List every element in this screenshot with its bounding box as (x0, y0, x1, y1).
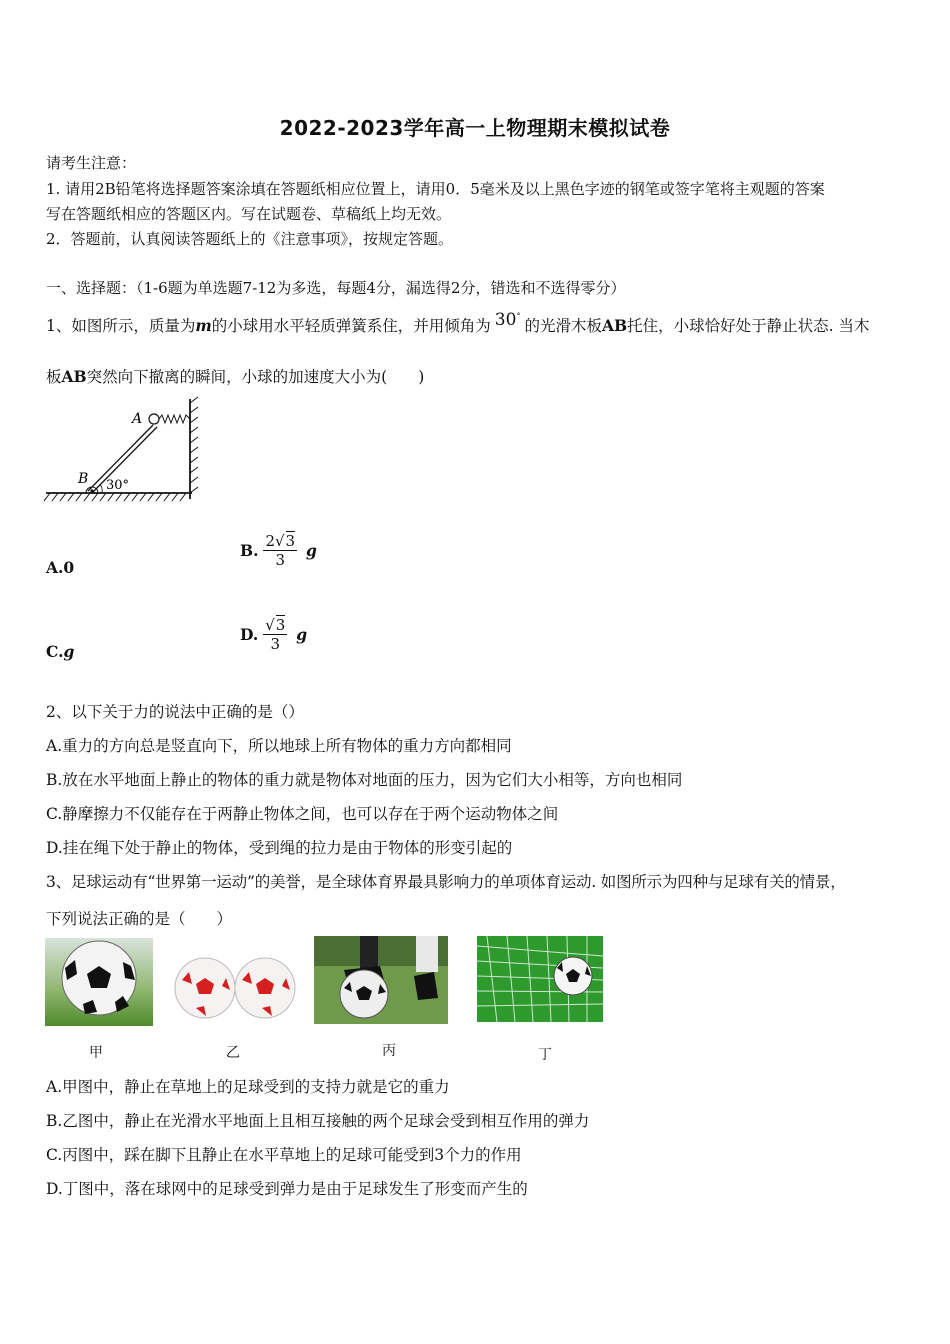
caption-yi: 乙 (226, 1045, 240, 1061)
q1-option-a[interactable]: A.0 (46, 558, 75, 577)
q2-option-d[interactable]: D.挂在绳下处于静止的物体，受到绳的拉力是由于物体的形变引起的 (46, 839, 513, 857)
notice-line-1b: 写在答题纸相应的答题区内。写在试题卷、草稿纸上均无效。 (46, 205, 452, 223)
photo-yi-two-balls (172, 950, 300, 1024)
q3-option-b[interactable]: B.乙图中，静止在光滑水平地面上且相互接触的两个足球会受到相互作用的弹力 (46, 1112, 590, 1130)
q3-stem-line1: 3、足球运动有“世界第一运动”的美誉，是全球体育界最具影响力的单项体育运动. 如图所示为四种与足球有关的情景， (46, 873, 846, 891)
q3-option-c[interactable]: C.丙图中，踩在脚下且静止在水平草地上的足球可能受到3个力的作用 (46, 1146, 522, 1164)
photo-bing-foot-on-ball (314, 936, 448, 1024)
q2-option-c[interactable]: C.静摩擦力不仅能存在于两静止物体之间，也可以存在于两个运动物体之间 (46, 805, 559, 823)
caption-jia: 甲 (89, 1045, 103, 1061)
photo-ding-ball-in-net (477, 936, 603, 1022)
q3-option-d[interactable]: D.丁图中，落在球网中的足球受到弹力是由于足球发生了形变而产生的 (46, 1180, 528, 1198)
caption-bing: 丙 (382, 1043, 396, 1059)
q1-stem-line1 (46, 310, 870, 336)
q1-option-d[interactable]: D. $\frac{√3}{3}$ g (240, 616, 308, 653)
section-heading: 一、选择题：（1-6题为单选题7-12为多选，每题4分，漏选得2分，错选和不选得零分） (46, 279, 626, 297)
photo-jia-ball-on-grass (45, 938, 153, 1026)
caption-ding: 丁 (538, 1047, 552, 1063)
notice-heading: 请考生注意： (46, 154, 137, 172)
q1-angle: 30° (494, 310, 521, 330)
q2-option-b[interactable]: B.放在水平地面上静止的物体的重力就是物体对地面的压力，因为它们大小相等，方向也相同 (46, 771, 683, 789)
q3-stem-line2: 下列说法正确的是（ ） (46, 910, 233, 928)
q1-option-b[interactable]: B. $\frac{2√3}{3}$ g (240, 532, 317, 569)
q1-option-b-fraction: $\frac{2√3}{3}$ (265, 532, 296, 569)
q2-stem: 2、以下关于力的说法中正确的是（） (46, 703, 304, 721)
spring (159, 415, 190, 423)
q1-text-c: 的光滑木板 (524, 317, 602, 335)
q1-mass: m (195, 316, 212, 335)
label-angle: 30° (106, 478, 130, 493)
q2-option-a[interactable]: A.重力的方向总是竖直向下，所以地球上所有物体的重力方向都相同 (46, 737, 512, 755)
q1-incline-figure (44, 395, 204, 507)
q1-option-d-fraction: $\frac{√3}{3}$ (265, 616, 286, 653)
q1-text-d: 托住，小球恰好处于静止状态. 当木 (627, 317, 870, 335)
notice-line-2: 2．答题前，认真阅读答题纸上的《注意事项》，按规定答题。 (46, 230, 454, 248)
notice-line-1: 1. 请用2B铅笔将选择题答案涂填在答题纸相应位置上，请用0．5毫米及以上黑色字迹的钢笔或签字笔将主观题的答案 (46, 180, 825, 198)
q3-option-a[interactable]: A.甲图中，静止在草地上的足球受到的支持力就是它的重力 (46, 1078, 450, 1096)
page-title: 2022-2023学年高一上物理期末模拟试卷 (279, 116, 671, 140)
q1-text-a: 1、如图所示，质量为 (46, 317, 196, 335)
q1-stem-line2: 板AB突然向下撤离的瞬间，小球的加速度大小为( ) (46, 367, 425, 386)
q1-option-c[interactable]: C.g (46, 642, 75, 661)
q1-ab: AB (601, 316, 628, 335)
ball (149, 414, 159, 424)
label-b: B (78, 471, 89, 487)
q1-text-b: 的小球用水平轻质弹簧系住，并用倾角为 (211, 317, 491, 335)
label-a: A (132, 411, 143, 427)
